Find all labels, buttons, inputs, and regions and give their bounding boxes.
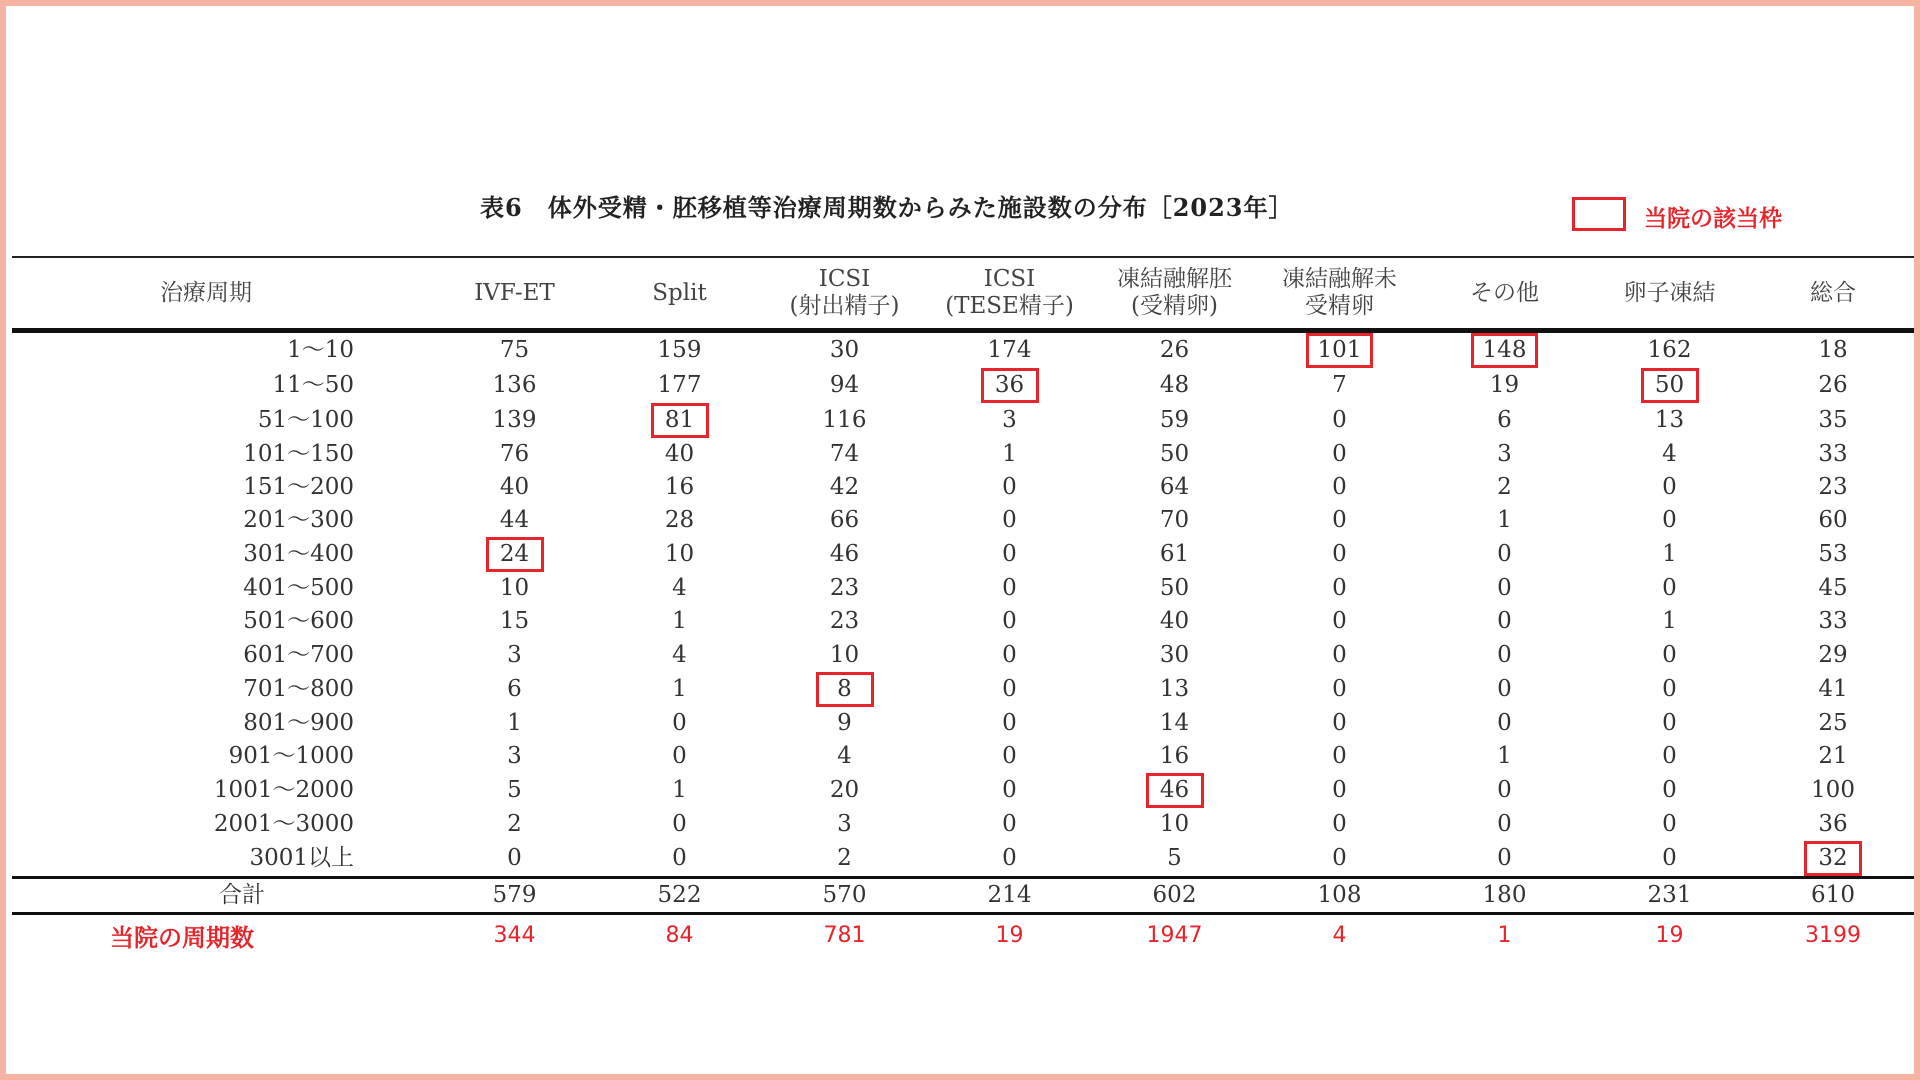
table-cell: 100	[1811, 776, 1855, 803]
table-cell: 36	[1818, 810, 1848, 837]
table-cell: 0	[1002, 776, 1017, 803]
table-cell: 30	[829, 337, 860, 363]
row-label: 3001以上	[249, 844, 354, 871]
table-cell: 1	[1662, 608, 1677, 635]
table-cell: 70	[1159, 507, 1190, 534]
table-cell: 53	[1818, 541, 1848, 568]
row-label: 201～300	[243, 507, 354, 534]
table-cell: 40	[664, 441, 695, 468]
distribution-table	[12, 256, 1914, 915]
table-cell: 139	[492, 407, 537, 433]
table-cell: 0	[1332, 474, 1347, 501]
table-cell: 0	[1497, 810, 1512, 837]
own-clinic-row	[12, 912, 1914, 958]
table-row	[12, 438, 1914, 471]
own-clinic-marked-cell: 36	[981, 368, 1039, 403]
table-cell: 48	[1159, 372, 1190, 398]
row-label: 51～100	[257, 407, 354, 433]
table-cell: 23	[829, 575, 860, 602]
table-cell: 44	[499, 507, 530, 534]
table-cell: 0	[1002, 810, 1017, 837]
own-clinic-marked-cell: 46	[1146, 773, 1204, 808]
table-cell: 13	[1159, 675, 1190, 702]
table-cell: 23	[829, 608, 860, 635]
table-cell: 66	[829, 507, 860, 534]
table-cell: 3	[837, 810, 852, 837]
table-cell: 0	[1497, 675, 1512, 702]
table-cell: 74	[829, 441, 860, 468]
distribution-table-wrap	[12, 256, 1914, 915]
total-cell: 579	[432, 877, 597, 913]
table-title: 表6 体外受精・胚移植等治療周期数からみた施設数の分布［2023年］	[480, 193, 1294, 222]
table-cell: 40	[499, 474, 530, 501]
table-cell: 159	[657, 337, 702, 363]
table-cell: 3	[1497, 441, 1512, 468]
table-cell: 0	[1497, 709, 1512, 736]
table-cell: 59	[1159, 407, 1190, 433]
header-row	[12, 257, 1914, 331]
table-body	[12, 331, 1914, 914]
own-clinic-cell: 4	[1332, 922, 1347, 948]
table-cell: 0	[1662, 675, 1677, 702]
table-cell: 10	[664, 541, 695, 568]
row-label: 801～900	[243, 709, 354, 736]
table-cell: 0	[1002, 541, 1017, 568]
total-cell: 231	[1587, 877, 1752, 913]
table-cell: 4	[1662, 441, 1677, 468]
table-cell: 0	[1332, 541, 1347, 568]
own-clinic-marked-cell: 101	[1306, 333, 1374, 368]
total-cell: 108	[1257, 877, 1422, 913]
table-cell: 16	[1159, 742, 1190, 769]
table-cell: 50	[1159, 575, 1190, 602]
table-cell: 40	[1159, 608, 1190, 635]
table-row	[12, 707, 1914, 740]
own-clinic-cell: 84	[665, 922, 694, 948]
table-cell: 42	[829, 474, 860, 501]
table-cell: 10	[1159, 810, 1190, 837]
table-cell: 0	[1002, 507, 1017, 534]
table-row	[12, 504, 1914, 537]
row-label: 601～700	[243, 641, 354, 668]
table-row	[12, 537, 1914, 572]
table-cell: 2	[507, 810, 522, 837]
table-cell: 3	[507, 742, 522, 769]
legend-label: 当院の該当枠	[1644, 206, 1782, 232]
own-clinic-label: 当院の周期数	[110, 923, 254, 952]
table-cell: 75	[499, 337, 530, 363]
table-cell: 0	[1662, 474, 1677, 501]
table-row	[12, 572, 1914, 605]
table-row	[12, 605, 1914, 638]
own-clinic-table	[12, 912, 1914, 958]
table-cell: 4	[837, 742, 852, 769]
row-label: 301～400	[243, 541, 354, 568]
table-cell: 0	[1332, 507, 1347, 534]
own-clinic-marked-cell: 8	[816, 672, 874, 707]
total-cell: 180	[1422, 877, 1587, 913]
table-cell: 0	[1497, 608, 1512, 635]
table-cell: 0	[1332, 742, 1347, 769]
own-clinic-marked-cell: 148	[1471, 333, 1539, 368]
table-cell: 21	[1818, 742, 1848, 769]
own-clinic-cell: 19	[995, 922, 1024, 948]
table-row	[12, 740, 1914, 773]
table-cell: 35	[1818, 407, 1848, 433]
table-row	[12, 638, 1914, 671]
table-cell: 0	[1497, 541, 1512, 568]
total-cell: 602	[1092, 877, 1257, 913]
header-ivf: IVF-ET	[432, 257, 597, 331]
table-cell: 0	[1332, 810, 1347, 837]
table-cell: 0	[1662, 507, 1677, 534]
table-cell: 23	[1818, 474, 1848, 501]
table-cell: 28	[664, 507, 695, 534]
own-clinic-cell: 1	[1497, 922, 1512, 948]
row-label: 701～800	[243, 675, 354, 702]
table-cell	[1422, 331, 1587, 369]
table-row	[12, 773, 1914, 808]
table-cell: 0	[1497, 575, 1512, 602]
row-label: 11～50	[272, 372, 354, 398]
own-clinic-cell: 19	[1655, 922, 1684, 948]
table-cell: 15	[499, 608, 530, 635]
table-cell: 0	[1497, 641, 1512, 668]
header-split: Split	[597, 257, 762, 331]
header-cycle: 治療周期	[12, 257, 432, 331]
table-cell: 14	[1159, 709, 1190, 736]
total-cell: 214	[927, 877, 1092, 913]
table-cell: 0	[1002, 709, 1017, 736]
own-clinic-cell: 1947	[1146, 922, 1203, 948]
table-cell: 2	[1497, 474, 1512, 501]
table-cell: 5	[507, 776, 522, 803]
total-cell: 610	[1752, 877, 1914, 913]
table-cell: 26	[1159, 337, 1190, 363]
table-cell	[597, 403, 762, 438]
row-label: 901～1000	[228, 742, 354, 769]
table-cell: 1	[1497, 507, 1512, 534]
table-cell	[927, 368, 1092, 403]
table-cell: 0	[1662, 641, 1677, 668]
legend-marker-box	[1572, 197, 1626, 231]
table-row	[12, 808, 1914, 841]
table-cell: 25	[1818, 709, 1848, 736]
table-cell	[1587, 368, 1752, 403]
own-clinic-cell: 3199	[1805, 922, 1861, 948]
table-cell: 0	[1332, 575, 1347, 602]
total-label: 合計	[12, 877, 432, 913]
table-cell: 60	[1818, 507, 1848, 534]
row-label: 401～500	[243, 575, 354, 602]
table-row	[12, 841, 1914, 878]
table-cell: 50	[1159, 441, 1190, 468]
table-cell: 0	[1002, 675, 1017, 702]
table-cell: 10	[499, 575, 530, 602]
own-clinic-cell: 781	[823, 922, 866, 948]
table-cell: 76	[499, 441, 530, 468]
header-icsi-tese: ICSI (TESE精子)	[927, 257, 1092, 331]
table-cell: 0	[1332, 441, 1347, 468]
table-row	[12, 331, 1914, 369]
table-cell: 20	[829, 776, 860, 803]
table-cell: 0	[1332, 608, 1347, 635]
table-cell: 1	[672, 675, 687, 702]
table-cell: 41	[1818, 675, 1848, 702]
table-cell	[762, 672, 927, 707]
table-cell: 46	[829, 541, 860, 568]
total-row	[12, 877, 1914, 913]
table-cell: 45	[1818, 575, 1848, 602]
table-cell: 0	[1662, 776, 1677, 803]
table-cell: 1	[1662, 541, 1677, 568]
table-cell: 1	[507, 709, 522, 736]
table-cell: 18	[1818, 337, 1848, 363]
table-cell: 1	[1002, 441, 1017, 468]
table-row	[12, 403, 1914, 438]
row-label: 1～10	[287, 337, 354, 363]
table-cell: 9	[837, 709, 852, 736]
table-cell	[432, 537, 597, 572]
table-cell: 19	[1489, 372, 1520, 398]
table-cell: 0	[1662, 742, 1677, 769]
table-cell: 0	[1002, 844, 1017, 871]
row-label: 151～200	[243, 474, 354, 501]
table-cell	[1752, 841, 1914, 878]
table-cell: 2	[837, 844, 852, 871]
table-cell: 4	[672, 641, 687, 668]
own-clinic-marked-cell: 24	[486, 537, 544, 572]
table-cell: 0	[1332, 407, 1347, 433]
own-clinic-marked-cell: 81	[651, 403, 709, 438]
table-cell: 0	[672, 709, 687, 736]
header-other: その他	[1422, 257, 1587, 331]
table-cell: 0	[1332, 709, 1347, 736]
table-cell: 1	[672, 608, 687, 635]
table-cell: 6	[1497, 407, 1512, 433]
table-cell: 4	[672, 575, 687, 602]
header-icsi-ej: ICSI (射出精子)	[762, 257, 927, 331]
table-cell: 29	[1818, 641, 1848, 668]
table-cell: 0	[1002, 608, 1017, 635]
table-cell: 94	[829, 372, 860, 398]
table-cell: 0	[672, 810, 687, 837]
table-row	[12, 368, 1914, 403]
table-cell: 0	[1002, 474, 1017, 501]
table-cell: 33	[1818, 441, 1848, 468]
table-cell: 0	[1332, 776, 1347, 803]
table-cell	[1257, 331, 1422, 369]
table-cell: 64	[1159, 474, 1190, 501]
table-cell: 1	[672, 776, 687, 803]
table-cell: 0	[1662, 709, 1677, 736]
table-cell: 174	[987, 337, 1032, 363]
table-cell: 5	[1167, 844, 1182, 871]
table-cell: 0	[1332, 844, 1347, 871]
row-label: 1001～2000	[213, 776, 354, 803]
table-cell: 162	[1647, 337, 1692, 363]
table-cell: 61	[1159, 541, 1190, 568]
own-clinic-marked-cell: 32	[1804, 841, 1862, 876]
table-cell: 0	[1002, 742, 1017, 769]
table-cell: 177	[657, 372, 702, 398]
table-cell: 6	[507, 675, 522, 702]
table-cell: 0	[1662, 844, 1677, 871]
table-cell: 136	[492, 372, 537, 398]
table-cell: 13	[1654, 407, 1685, 433]
header-frozen-embryo: 凍結融解胚 (受精卵)	[1092, 257, 1257, 331]
own-clinic-cell: 344	[493, 922, 536, 948]
table-cell: 16	[664, 474, 695, 501]
table-cell: 0	[1332, 641, 1347, 668]
table-cell: 0	[1002, 641, 1017, 668]
row-label: 101～150	[243, 441, 354, 468]
table-cell: 3	[1002, 407, 1017, 433]
own-clinic-section	[12, 912, 1914, 958]
total-cell: 522	[597, 877, 762, 913]
header-total: 総合	[1752, 257, 1914, 331]
own-clinic-marked-cell: 50	[1641, 368, 1699, 403]
table-row	[12, 471, 1914, 504]
table-cell: 1	[1497, 742, 1512, 769]
table-cell: 0	[672, 844, 687, 871]
table-cell	[1092, 773, 1257, 808]
table-cell: 0	[507, 844, 522, 871]
table-cell: 116	[822, 407, 867, 433]
table-cell: 0	[1662, 810, 1677, 837]
table-cell: 0	[672, 742, 687, 769]
table-cell: 33	[1818, 608, 1848, 635]
table-cell: 30	[1159, 641, 1190, 668]
table-cell: 26	[1818, 372, 1848, 398]
table-cell: 10	[829, 641, 860, 668]
table-cell: 0	[1002, 575, 1017, 602]
row-label: 501～600	[243, 608, 354, 635]
table-row	[12, 672, 1914, 707]
table-cell: 3	[507, 641, 522, 668]
row-label: 2001～3000	[213, 810, 354, 837]
header-egg-freeze: 卵子凍結	[1587, 257, 1752, 331]
table-cell: 0	[1332, 675, 1347, 702]
total-cell: 570	[762, 877, 927, 913]
table-cell: 0	[1497, 844, 1512, 871]
table-cell: 7	[1332, 372, 1347, 398]
table-cell: 0	[1497, 776, 1512, 803]
header-frozen-unfert: 凍結融解未 受精卵	[1257, 257, 1422, 331]
table-cell: 0	[1662, 575, 1677, 602]
